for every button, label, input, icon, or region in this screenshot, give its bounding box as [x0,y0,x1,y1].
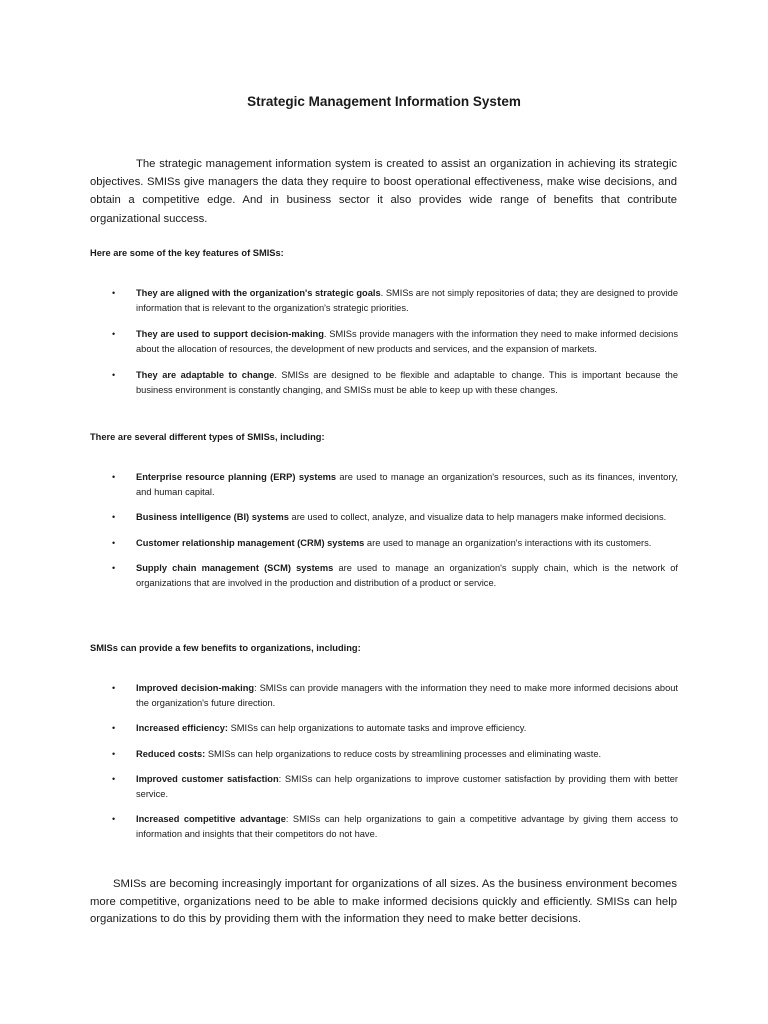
bullet-icon: • [112,472,116,482]
list-item [90,721,678,736]
bullet-icon: • [112,288,116,298]
item-bold-label: They are adaptable to change [136,370,275,380]
item-text: SMISs can help organizations to automate tasks and improve efficiency. [227,723,527,733]
item-text: are used to manage an organization's resources, such as its finances, inventory, and human capital. [136,472,678,497]
item-text: : SMISs can help organizations to gain a competitive advantage by giving them access to information and insights that their competitors do not have. [136,814,678,839]
list-item [90,747,678,762]
benefits-list [90,681,678,841]
list-item [90,368,678,397]
types-list [90,470,678,590]
bullet-icon: • [112,329,116,339]
item-bold-label: They are used to support decision-making [136,329,324,339]
types-heading: There are several different types of SMISs, including: [90,432,325,442]
item-text: . SMISs are not simply repositories of data; they are designed to provide information that is relevant to the organization's strategic priorities. [136,288,679,313]
bullet-icon: • [112,814,116,824]
bullet-icon: • [112,748,116,759]
item-bold-label: They are aligned with the organization's strategic goals [136,288,381,298]
item-text: are used to manage an organization's supply chain, which is the network of organizations that are involved in the production and distribution of a product or service. [136,563,678,588]
bullet-icon: • [112,512,116,522]
item-text: are used to collect, analyze, and visualize data to help managers make informed decisions. [288,512,667,522]
item-bold-label: Supply chain management (SCM) systems [136,563,334,573]
conclusion-paragraph: SMISs are becoming increasingly important for organizations of all sizes. As the business environment becomes more competitive, organizations need to be able to make informed decisions quickly and efficiently. SMISs can help organizations to do this by providing them with the information they need to make better decisions. [90,878,677,925]
bullet-icon: • [112,774,116,784]
benefits-heading: SMISs can provide a few benefits to organizations, including: [90,643,361,653]
item-text: are used to manage an organization's interactions with its customers. [364,537,652,548]
item-bold-label: Customer relationship management (CRM) systems [136,537,365,548]
document-title: Strategic Management Information System [247,94,521,109]
list-item [90,327,678,356]
item-bold-label: Increased competitive advantage [136,814,286,824]
bullet-icon: • [112,723,116,733]
list-item [90,772,678,801]
item-text: SMISs can help organizations to reduce costs by streamlining processes and eliminating waste. [205,748,602,759]
bullet-icon: • [112,563,116,573]
item-text: . SMISs provide managers with the information they need to make informed decisions about the allocation of resources, the development of new products and services, and the expansion of markets. [136,329,679,354]
item-text: . SMISs are designed to be flexible and adaptable to change. This is important because the business environment is constantly changing, and SMISs must be able to keep up with these changes. [136,370,678,395]
item-bold-label: Increased efficiency: [136,723,228,733]
list-item [90,286,678,315]
features-list [90,286,678,397]
item-bold-label: Improved decision-making [136,683,255,693]
list-item [90,536,678,551]
list-item [90,470,678,499]
intro-paragraph: The strategic management information system is created to assist an organization in achieving its strategic objectives. SMISs give managers the data they require to boost operational effectiveness, make wise decisions, and obtain a competitive edge. And in business sector it also provides wide range of benefits that contribute organizational success. [90,158,677,225]
item-text: : SMISs can provide managers with the information they need to make more informed decisions about the organization's future direction. [136,683,678,708]
list-item [90,561,678,590]
item-bold-label: Business intelligence (BI) systems [136,512,289,522]
list-item [90,681,678,710]
list-item [90,510,678,525]
item-text: : SMISs can help organizations to improve customer satisfaction by providing them with better service. [136,774,678,799]
bullet-icon: • [112,537,116,548]
features-heading: Here are some of the key features of SMISs: [90,248,284,258]
bullet-icon: • [112,683,116,693]
item-bold-label: Reduced costs: [136,748,206,759]
item-bold-label: Enterprise resource planning (ERP) systems [136,472,337,482]
list-item [90,812,678,841]
item-bold-label: Improved customer satisfaction [136,774,279,784]
bullet-icon: • [112,370,116,380]
